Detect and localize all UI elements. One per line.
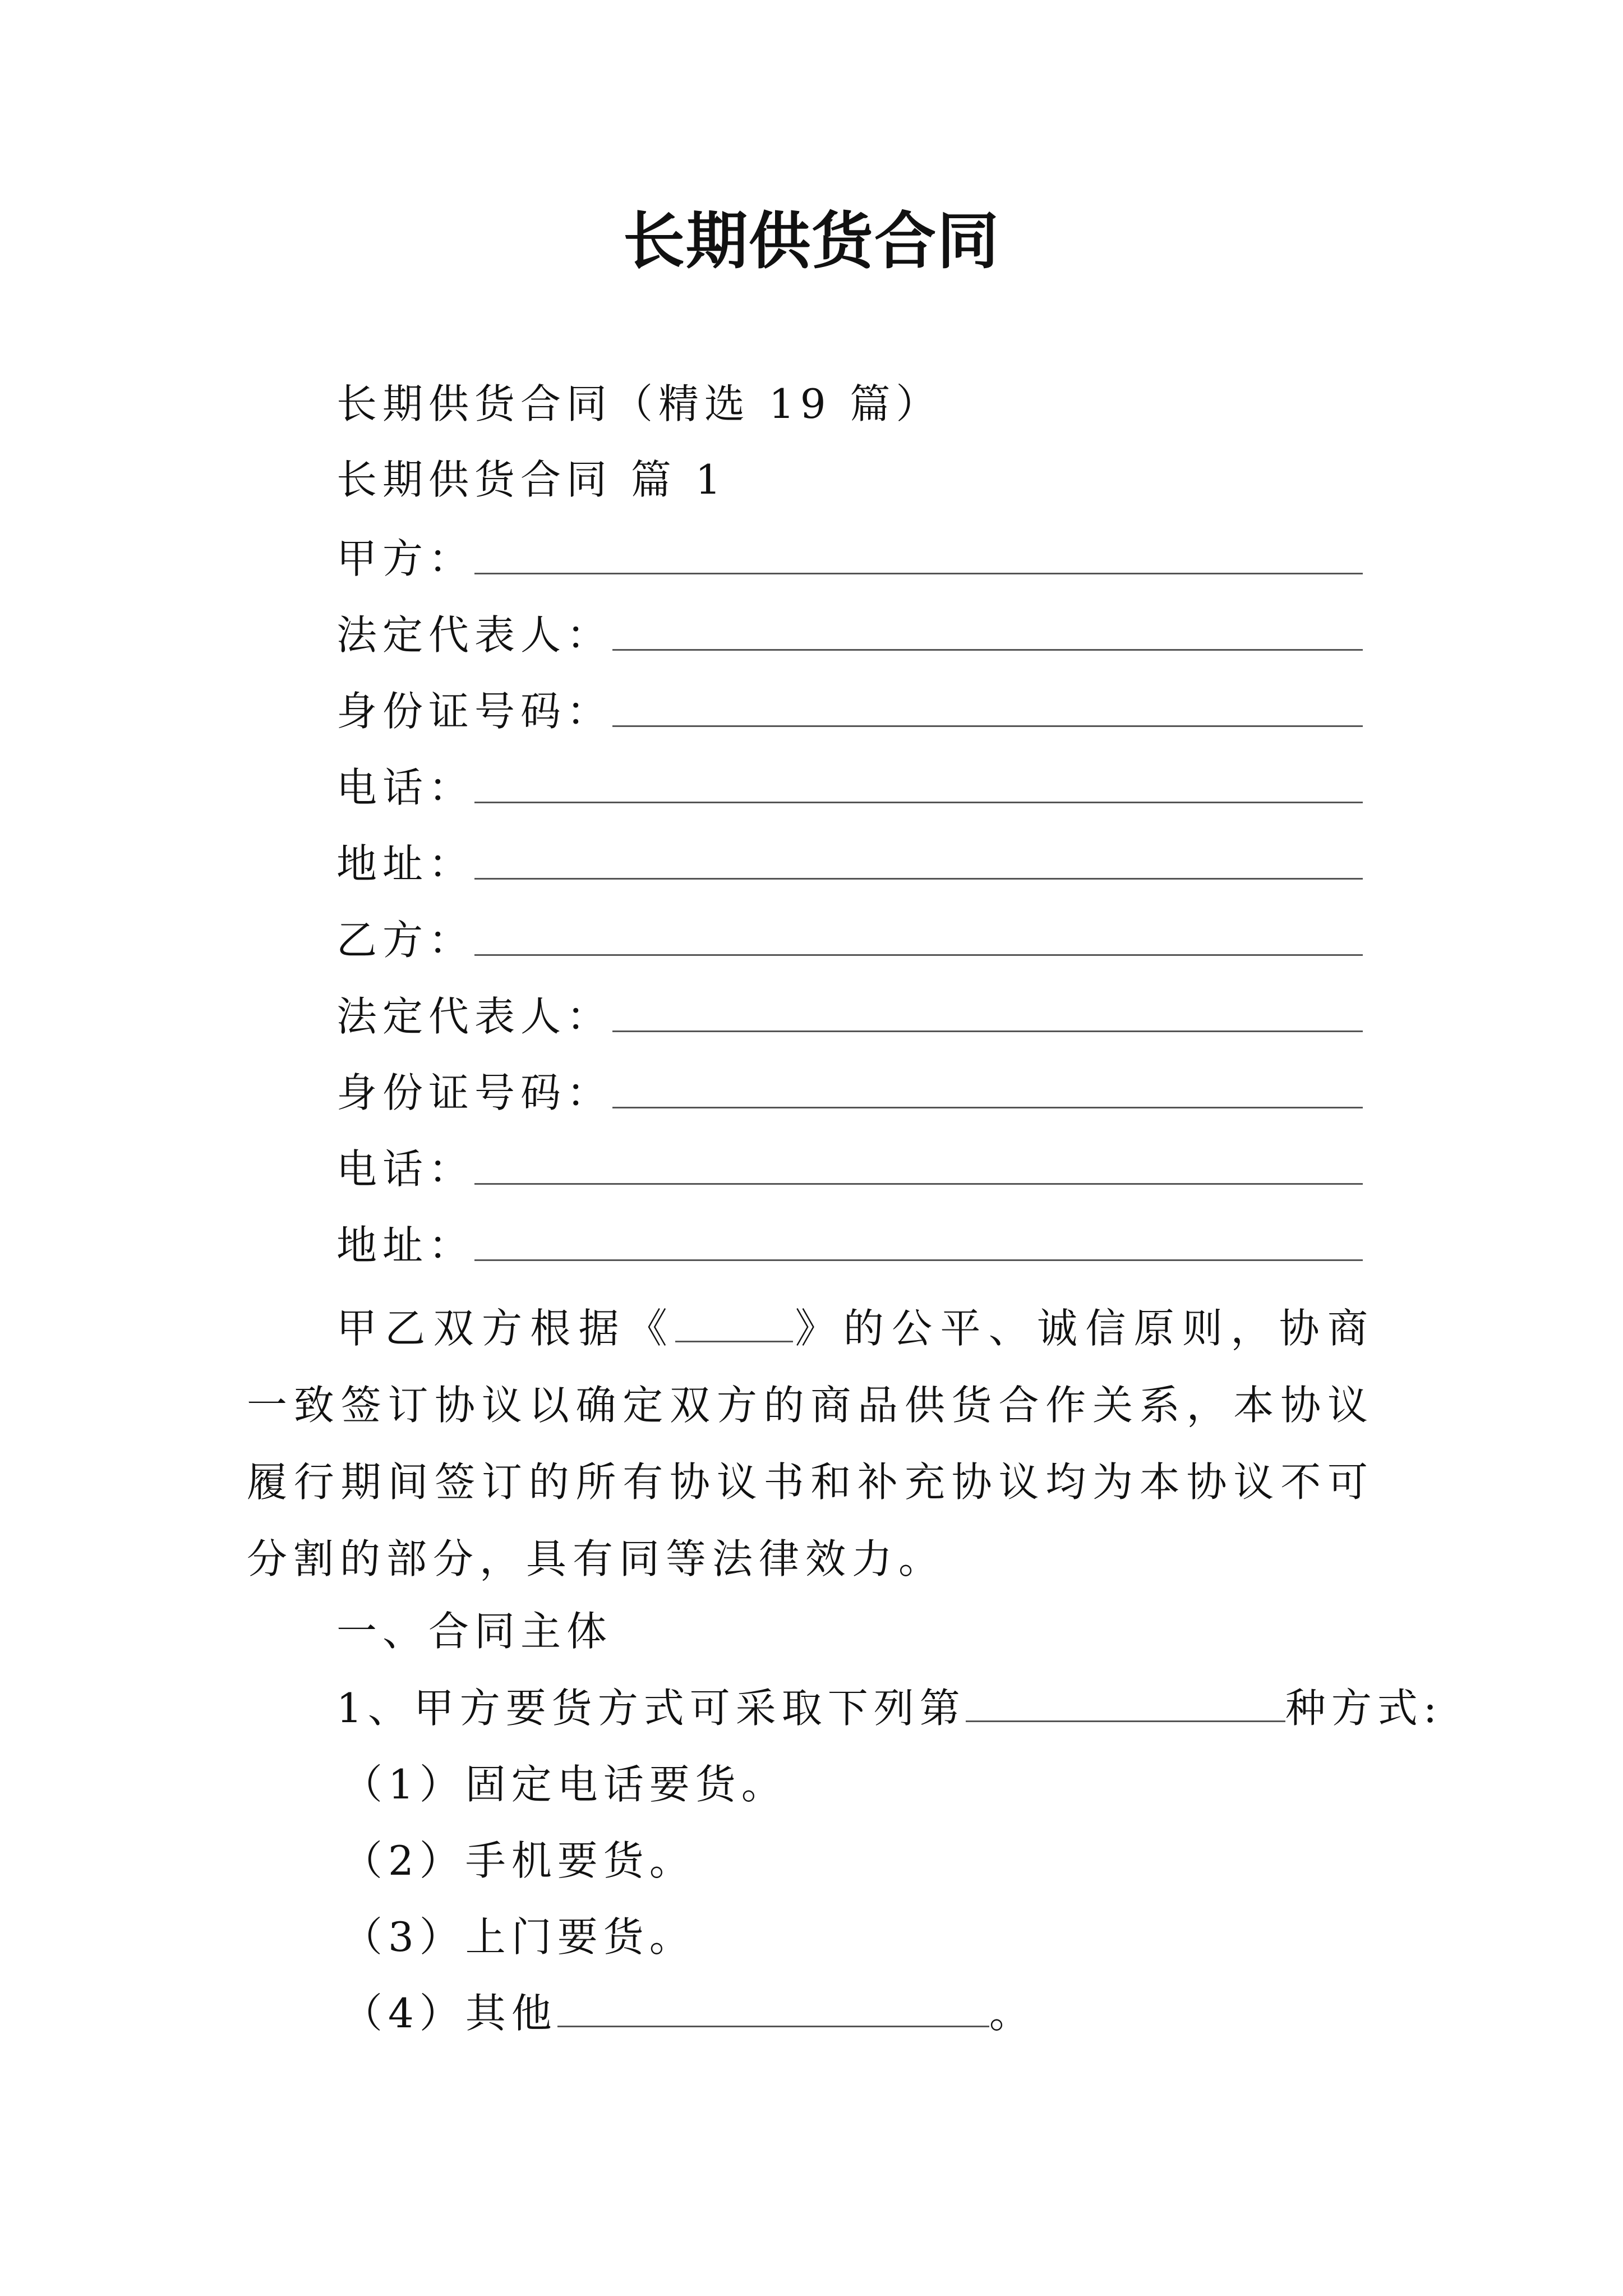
party-a-id-number-blank [612, 725, 1363, 727]
option-3: （3）上门要货。 [342, 1913, 695, 1961]
field-label: 乙方： [336, 917, 475, 964]
law-name-blank [675, 1307, 793, 1342]
clause-1-blank [966, 1687, 1285, 1722]
agreement-paragraph [247, 1290, 1374, 1598]
clause-1 [336, 1680, 1442, 1736]
option-4-blank [557, 1992, 989, 2027]
party-b-field [336, 912, 1363, 968]
option-4-text: （4）其他 [342, 1990, 557, 2037]
party-a-blank [474, 572, 1363, 574]
party-a-address-blank [474, 877, 1363, 880]
party-b-legal-rep-field [336, 988, 1363, 1045]
party-b-id-number-field [336, 1065, 1363, 1121]
party-b-address-blank [474, 1259, 1363, 1261]
party-a-id-number-field [336, 683, 1363, 739]
option-1: （1）固定电话要货。 [342, 1761, 787, 1808]
party-b-legal-rep-blank [612, 1030, 1363, 1032]
clause-heading: 一、合同主体 [336, 1608, 613, 1655]
field-label: 身份证号码： [336, 688, 613, 735]
field-label: 地址： [336, 840, 475, 887]
party-b-phone-blank [474, 1182, 1363, 1185]
party-a-address-field [336, 836, 1363, 892]
document-subtitle: 长期供货合同（精选 19 篇） [336, 380, 942, 427]
party-b-address-field [336, 1217, 1363, 1273]
party-b-blank [474, 954, 1363, 956]
option-4-text-end: 。 [989, 1990, 1035, 2037]
party-a-phone-blank [474, 801, 1363, 803]
party-b-id-number-blank [612, 1106, 1363, 1108]
party-a-phone-field [336, 760, 1363, 816]
clause-1-text-end: 种方式: [1285, 1685, 1443, 1732]
paragraph-text-rest: 》的公平、诚信原则，协商一致签订协议以确定双方的商品供货合作关系，本协议履行期间签订的所有协议书和补充协议均为本协议不可分割的部分，具有同等法律效力。 [247, 1305, 1374, 1582]
field-label: 电话： [336, 1145, 475, 1193]
field-label: 电话： [336, 764, 475, 811]
document-title: 长期供货合同 [623, 205, 1000, 277]
paragraph-text-start: 甲乙双方根据《 [336, 1305, 676, 1352]
party-a-field [336, 531, 1363, 587]
field-label: 法定代表人： [336, 993, 613, 1040]
option-2: （2）手机要货。 [342, 1837, 695, 1884]
section-heading: 长期供货合同 篇 1 [336, 456, 727, 503]
party-a-legal-rep-blank [612, 648, 1363, 651]
field-label: 身份证号码： [336, 1069, 613, 1116]
field-label: 地址： [336, 1222, 475, 1269]
party-b-phone-field [336, 1141, 1363, 1197]
field-label: 甲方： [336, 535, 475, 582]
clause-1-text: 1、甲方要货方式可采取下列第 [336, 1685, 966, 1732]
party-a-legal-rep-field [336, 607, 1363, 663]
field-label: 法定代表人： [336, 611, 613, 659]
option-4 [342, 1985, 1035, 2041]
